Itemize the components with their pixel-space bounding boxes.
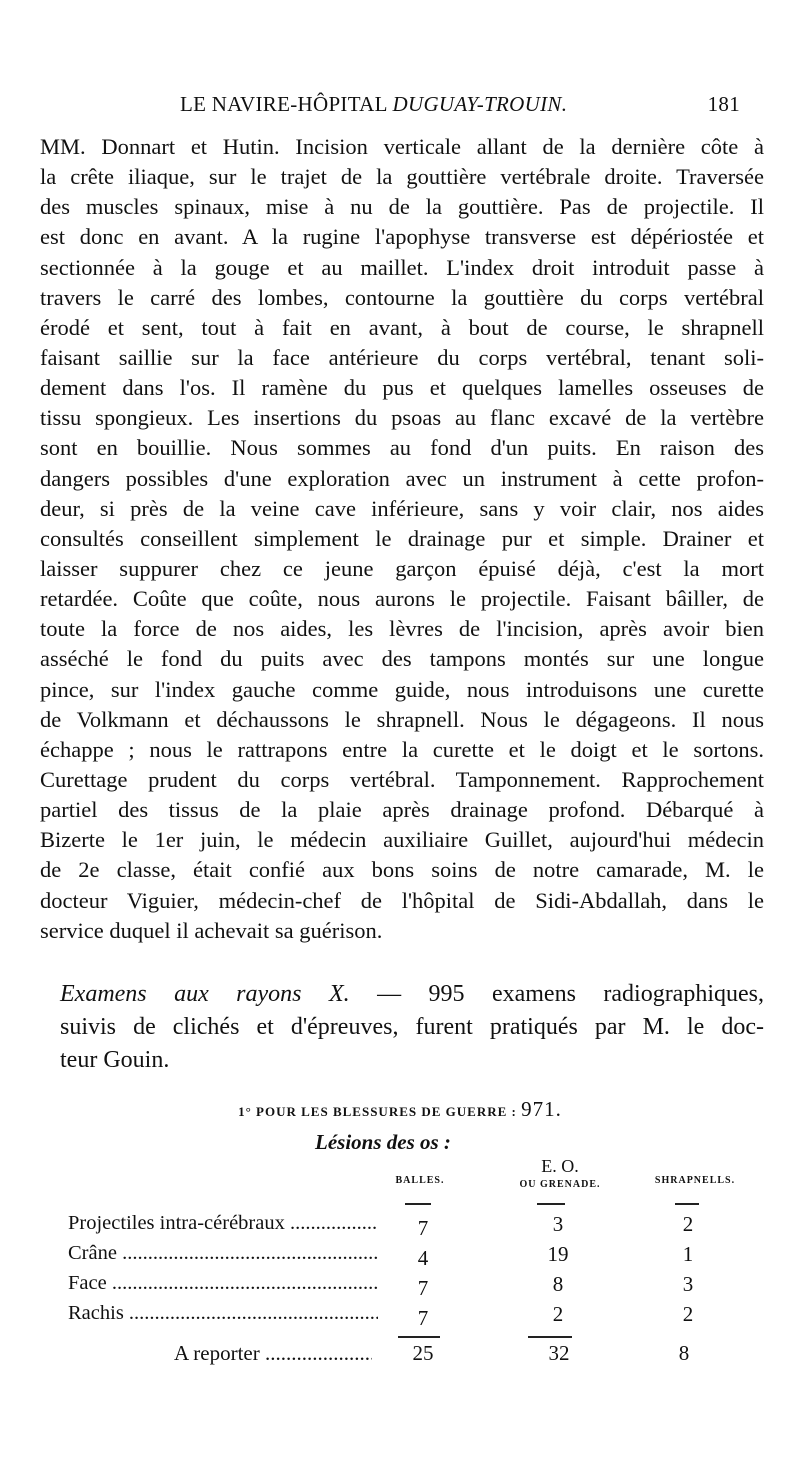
- table-row: [68, 1272, 758, 1302]
- row-label: Rachis .....: [68, 1302, 378, 1325]
- eo-value: 3: [552, 1212, 564, 1236]
- paragraph-line: partiel des tissus de la plaie après drainage profond. Débarqué à: [40, 797, 764, 823]
- balles-value: 7: [417, 1306, 429, 1330]
- shrapnells-value: 2: [682, 1302, 694, 1326]
- balles-value: 7: [417, 1276, 429, 1300]
- paragraph-line: retardée. Coûte que coûte, nous aurons le projectile. Faisant bâiller, de: [40, 586, 764, 612]
- paragraph-line: sectionnée à la gouge et au maillet. L'index droit introduit passe à: [40, 254, 764, 280]
- paragraph-line: est donc en avant. A la rugine l'apophyse transverse est dépériostée et: [40, 224, 764, 250]
- paragraph-line: Curettage prudent du corps vertébral. Tamponnement. Rapprochement: [40, 766, 764, 792]
- row-label: Projectiles intra-cérébraux .....: [68, 1212, 378, 1235]
- row-label: Face .....: [68, 1272, 378, 1295]
- xray-line-3: teur Gouin.: [60, 1047, 170, 1073]
- shrapnells-value: 3: [682, 1272, 694, 1296]
- paragraph-line: pince, sur l'index gauche comme guide, nous introduisons une curette: [40, 676, 764, 702]
- paragraph-line: docteur Viguier, médecin-chef de l'hôpital de Sidi-Abdallah, dans le: [40, 887, 764, 913]
- total-label: A reporter .....: [174, 1341, 372, 1366]
- column-header-eo: [490, 1156, 630, 1190]
- balles-value: 7: [417, 1216, 429, 1240]
- paragraph-line: service duquel il achevait sa guérison.: [40, 917, 383, 943]
- row-label: Crâne .....: [68, 1242, 378, 1265]
- xray-line-1: [60, 978, 764, 1011]
- paragraph-line: des muscles spinaux, mise à nu de la gouttière. Pas de projectile. Il: [40, 194, 764, 220]
- paragraph-line: sont en bouillie. Nous sommes au fond d'un puits. En raison des: [40, 435, 764, 461]
- paragraph-line: tissu spongieux. Les insertions du psoas au flanc excavé de la vertèbre: [40, 405, 764, 431]
- subheading-text: 1° POUR LES BLESSURES DE GUERRE :: [238, 1104, 522, 1119]
- running-title: [180, 92, 567, 117]
- column-dash: [405, 1203, 431, 1205]
- paragraph-line: de Volkmann et déchaussons le shrapnell. Nous le dégageons. Il nous: [40, 706, 764, 732]
- paragraph-line: deur, si près de la veine cave inférieure, sans y voir clair, nos aides: [40, 495, 764, 521]
- xray-heading: Examens aux rayons X.: [60, 981, 350, 1007]
- paragraph-line: dangers possibles d'une exploration avec un instrument à cette profon-: [40, 465, 764, 491]
- xray-line-2: suivis de clichés et d'épreuves, furent pratiqués par M. le doc-: [60, 1014, 764, 1040]
- running-title-main: LE NAVIRE-HÔPITAL: [180, 92, 393, 116]
- paragraph-line: MM. Donnart et Hutin. Incision verticale allant de la dernière côte à: [40, 134, 764, 159]
- eo-value: 2: [552, 1302, 564, 1326]
- xray-line-1-text: — 995 examens radiographiques,: [349, 981, 764, 1007]
- table-row: [68, 1242, 758, 1272]
- paragraph-line: Bizerte le 1er juin, le médecin auxiliaire Guillet, aujourd'hui médecin: [40, 827, 764, 853]
- paragraph-line: dement dans l'os. Il ramène du pus et quelques lamelles osseuses de: [40, 375, 764, 401]
- shrapnells-value: 2: [682, 1212, 694, 1236]
- sum-rule: [398, 1336, 440, 1338]
- running-title-ship: DUGUAY-TROUIN.: [392, 92, 568, 116]
- paragraph-line: érodé et sent, tout à fait en avant, à bout de course, le shrapnell: [40, 314, 764, 340]
- table-row: [68, 1212, 758, 1242]
- lesions-table: [68, 1212, 758, 1332]
- table-row: [68, 1302, 758, 1332]
- paragraph-line: travers le carré des lombes, contourne la gouttière du corps vertébral: [40, 284, 764, 310]
- eo-value: 19: [547, 1242, 569, 1266]
- paragraph-line: asséché le fond du puits avec des tampons montés sur une longue: [40, 646, 764, 672]
- body-paragraph: [40, 132, 764, 946]
- paragraph-line: consultés conseillent simplement le drainage pur et simple. Drainer et: [40, 525, 764, 551]
- paragraph-line: de 2e classe, était confié aux bons soins de notre camarade, M. le: [40, 857, 764, 883]
- total-balles: 25: [412, 1341, 434, 1365]
- column-dash: [537, 1203, 565, 1205]
- paragraph-line: laisser suppurer chez ce jeune garçon épuisé déjà, c'est la mort: [40, 555, 764, 581]
- shrapnells-value: 1: [682, 1242, 694, 1266]
- paragraph-line: faisant saillie sur la face antérieure du corps vertébral, tenant soli-: [40, 344, 764, 370]
- total-shrapnells: 8: [678, 1341, 690, 1365]
- total-eo: 32: [548, 1341, 570, 1365]
- eo-value: 8: [552, 1272, 564, 1296]
- column-header-eo-top: E. O.: [541, 1156, 579, 1176]
- paragraph-line: échappe ; nous le rattrapons entre la curette et le doigt et le sortons.: [40, 736, 764, 762]
- paragraph-line: la crête iliaque, sur le trajet de la gouttière vertébrale droite. Traversée: [40, 164, 764, 190]
- column-header-balles: BALLES.: [395, 1175, 445, 1186]
- sum-rule: [528, 1336, 572, 1338]
- bone-lesions-label: Lésions des os :: [315, 1130, 451, 1154]
- page-number: 181: [707, 92, 740, 116]
- subheading-number: 971.: [521, 1097, 562, 1121]
- xray-section: [60, 978, 764, 1077]
- column-header-eo-bottom: OU GRENADE.: [519, 1179, 601, 1190]
- column-dash: [675, 1203, 699, 1205]
- war-wounds-subheading: [0, 1097, 800, 1122]
- balles-value: 4: [417, 1246, 429, 1270]
- column-header-shrapnells: SHRAPNELLS.: [654, 1175, 736, 1186]
- paragraph-line: toute la force de nos aides, les lèvres de l'incision, après avoir bien: [40, 616, 764, 642]
